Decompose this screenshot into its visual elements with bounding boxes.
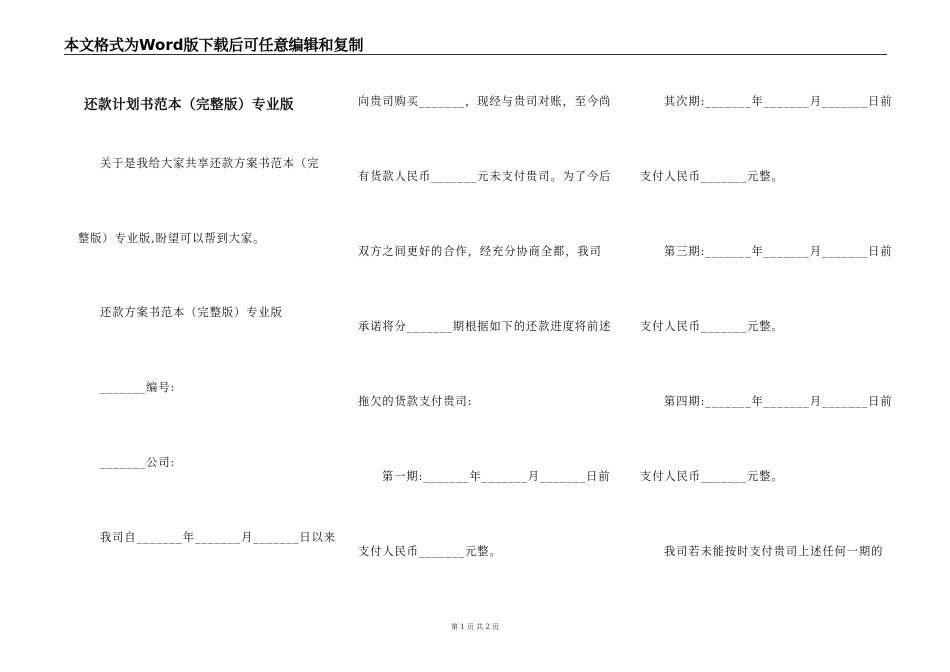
paragraph-line: 我司若未能按时支付贵司上述任何一期的 bbox=[664, 545, 884, 558]
text-column-3 bbox=[640, 0, 893, 620]
paragraph-line: 关于是我给大家共享还款方案书范本（完 bbox=[100, 157, 320, 170]
paragraph-line: 还款方案书范本（完整版）专业版 bbox=[100, 306, 283, 319]
paragraph-line: 拖欠的货款支付贵司: bbox=[358, 395, 473, 408]
payment-line: 支付人民币_______元整。 bbox=[640, 470, 784, 483]
paragraph-line: 有货款人民币_______元未支付贵司。为了今后 bbox=[358, 170, 612, 183]
installment-line: 第三期:_______年_______月_______日前 bbox=[664, 245, 893, 258]
payment-line: 支付人民币_______元整。 bbox=[358, 545, 502, 558]
installment-line: 第四期:_______年_______月_______日前 bbox=[664, 395, 893, 408]
paragraph-line: 我司自_______年_______月_______日以来 bbox=[100, 531, 336, 544]
document-title: 还款计划书范本（完整版）专业版 bbox=[84, 97, 294, 113]
paragraph-line: 双方之间更好的合作，经充分协商全都，我司 bbox=[358, 245, 602, 258]
number-field-line: _______编号: bbox=[100, 381, 176, 394]
text-column-1 bbox=[78, 0, 336, 620]
payment-line: 支付人民币_______元整。 bbox=[640, 320, 784, 333]
installment-line: 第一期:_______年_______月_______日前 bbox=[382, 470, 611, 483]
payment-line: 支付人民币_______元整。 bbox=[640, 170, 784, 183]
installment-line: 其次期:_______年_______月_______日前 bbox=[664, 95, 893, 108]
company-field-line: _______公司: bbox=[100, 456, 176, 469]
page-number: 第 1 页 共 2 页 bbox=[450, 623, 500, 631]
paragraph-line: 承诺将分_______期根据如下的还款进度将前述 bbox=[358, 320, 612, 333]
header-banner-text: 本文格式为Word版下载后可任意编辑和复制 bbox=[64, 36, 364, 54]
paragraph-line: 向贵司购买_______，现经与贵司对账，至今尚 bbox=[358, 95, 612, 108]
paragraph-line: 整版）专业版,盼望可以帮到大家。 bbox=[78, 232, 266, 245]
text-column-2 bbox=[358, 0, 612, 620]
